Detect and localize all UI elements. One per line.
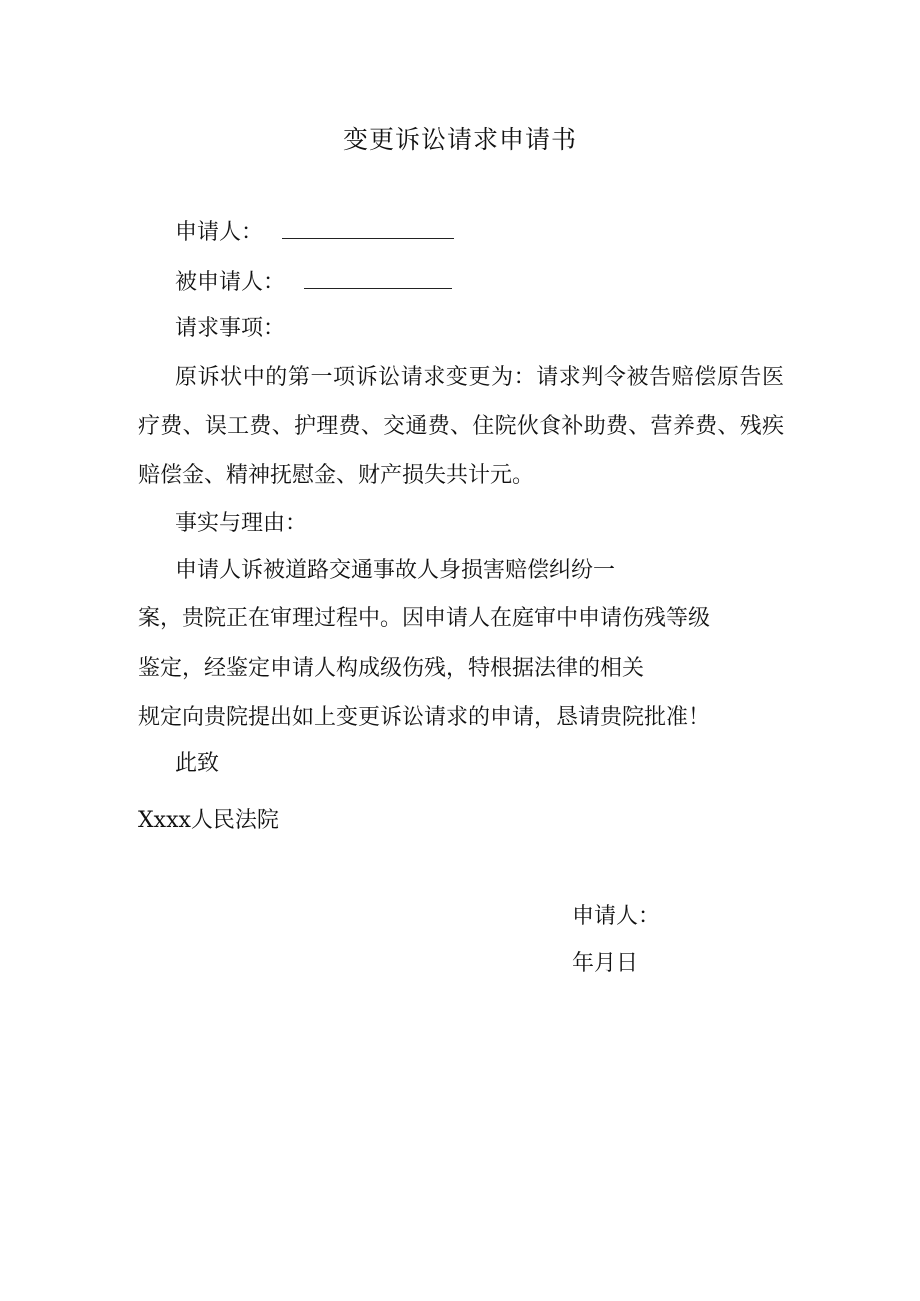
facts-line-3: 鉴定，经鉴定申请人构成级伤残，特根据法律的相关	[138, 656, 645, 681]
salutation: 此致	[175, 751, 220, 776]
respondent-line	[175, 266, 452, 298]
facts-line-2: 案，贵院正在审理过程中。因申请人在庭审中申请伤残等级	[138, 606, 711, 631]
signature-label: 申请人：	[572, 904, 661, 929]
applicant-blank	[282, 216, 454, 239]
facts-line-4: 规定向贵院提出如上变更诉讼请求的申请，恳请贵院批准！	[138, 705, 711, 730]
applicant-line	[175, 216, 454, 248]
document-title: 变更诉讼请求申请书	[342, 125, 577, 154]
facts-line-1: 申请人诉被道路交通事故人身损害赔偿纠纷一	[175, 558, 616, 583]
court-name: Xxxx人民法院	[138, 808, 279, 833]
respondent-blank	[304, 266, 452, 289]
facts-heading: 事实与理由：	[175, 511, 308, 536]
respondent-label: 被申请人：	[175, 270, 286, 295]
claims-heading: 请求事项：	[175, 316, 286, 341]
claims-text: 原诉状中的第一项诉讼请求变更为：请求判令被告赔偿原告医疗费、误工费、护理费、交通费、住院伙食补助费、营养费、残疾赔偿金、精神抚慰金、财产损失共计元。	[138, 365, 784, 488]
applicant-label: 申请人：	[175, 220, 264, 245]
date-label: 年月日	[572, 951, 639, 976]
